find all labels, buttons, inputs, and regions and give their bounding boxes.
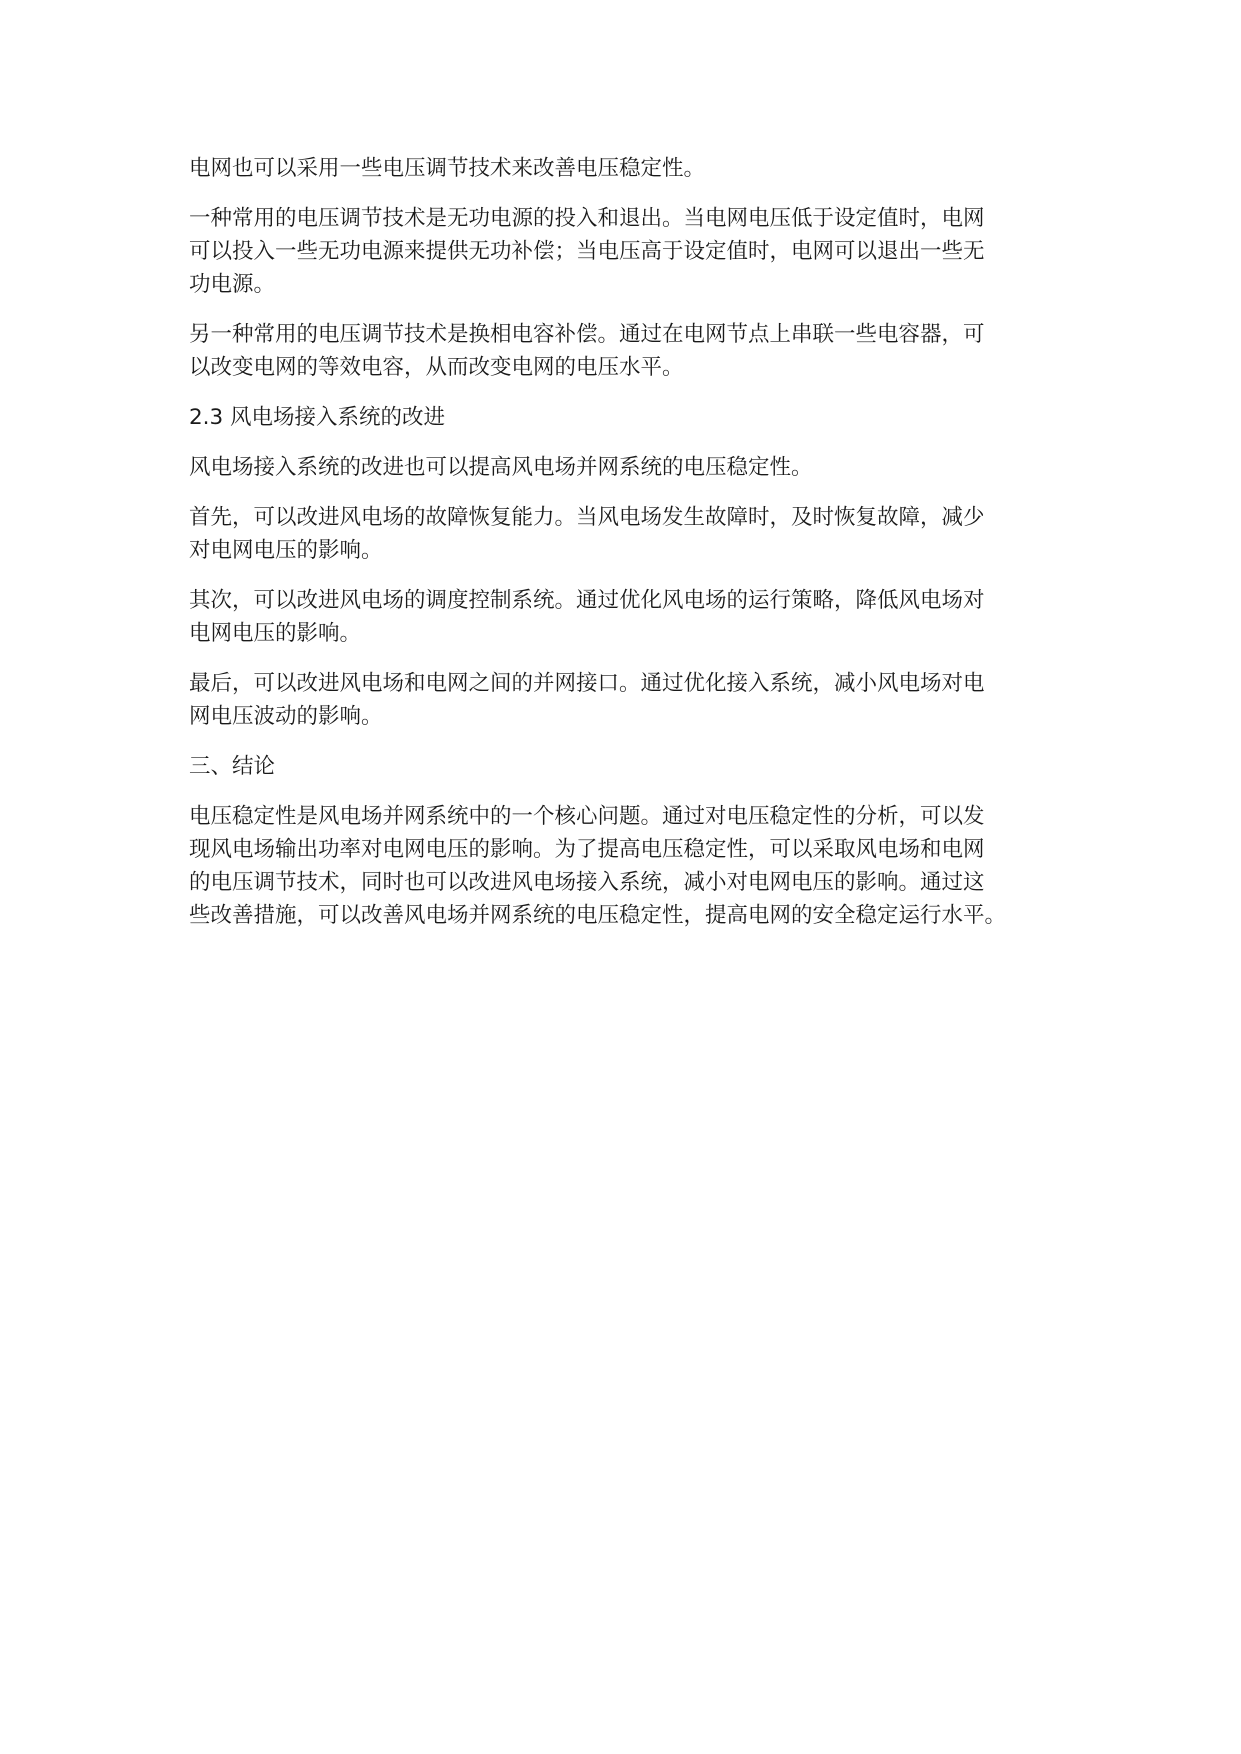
paragraph-capacitor-compensation [189, 318, 1079, 384]
document-body [189, 152, 1079, 949]
paragraph-line: 风电场接入系统的改进也可以提高风电场并网系统的电压稳定性。 [189, 455, 813, 480]
paragraph-line: 现风电场输出功率对电网电压的影响。为了提高电压稳定性，可以采取风电场和电网 [189, 837, 985, 862]
paragraph-line: 一种常用的电压调节技术是无功电源的投入和退出。当电网电压低于设定值时，电网 [189, 206, 985, 231]
paragraph-line: 其次，可以改进风电场的调度控制系统。通过优化风电场的运行策略，降低风电场对 [189, 588, 985, 613]
paragraph-second-dispatch-control [189, 584, 1079, 650]
paragraph-line: 网电压波动的影响。 [189, 704, 383, 729]
heading-text: 三、结论 [189, 754, 276, 779]
paragraph-line: 电网也可以采用一些电压调节技术来改善电压稳定性。 [189, 156, 706, 181]
paragraph-line: 对电网电压的影响。 [189, 538, 383, 563]
section-heading-2-3 [189, 401, 1079, 434]
paragraph-line: 可以投入一些无功电源来提供无功补偿；当电压高于设定值时，电网可以退出一些无 [189, 239, 985, 264]
paragraph-line: 些改善措施，可以改善风电场并网系统的电压稳定性，提高电网的安全稳定运行水平。 [189, 903, 1007, 928]
paragraph-conclusion [189, 800, 1079, 932]
paragraph-first-fault-recovery [189, 501, 1079, 567]
paragraph-line: 另一种常用的电压调节技术是换相电容补偿。通过在电网节点上串联一些电容器，可 [189, 322, 985, 347]
paragraph-voltage-regulation-intro [189, 152, 1079, 185]
paragraph-line: 首先，可以改进风电场的故障恢复能力。当风电场发生故障时，及时恢复故障，减少 [189, 505, 985, 530]
paragraph-line: 电网电压的影响。 [189, 621, 362, 646]
section-heading-conclusion [189, 750, 1079, 783]
paragraph-finally-grid-interface [189, 667, 1079, 733]
paragraph-line: 的电压调节技术，同时也可以改进风电场接入系统，减小对电网电压的影响。通过这 [189, 870, 985, 895]
paragraph-line: 最后，可以改进风电场和电网之间的并网接口。通过优化接入系统，减小风电场对电 [189, 671, 985, 696]
paragraph-line: 电压稳定性是风电场并网系统中的一个核心问题。通过对电压稳定性的分析，可以发 [189, 804, 985, 829]
paragraph-line: 以改变电网的等效电容，从而改变电网的电压水平。 [189, 355, 684, 380]
heading-text: 2.3 风电场接入系统的改进 [189, 405, 446, 430]
paragraph-reactive-power [189, 202, 1079, 301]
paragraph-line: 功电源。 [189, 272, 276, 297]
paragraph-access-system-intro [189, 451, 1079, 484]
